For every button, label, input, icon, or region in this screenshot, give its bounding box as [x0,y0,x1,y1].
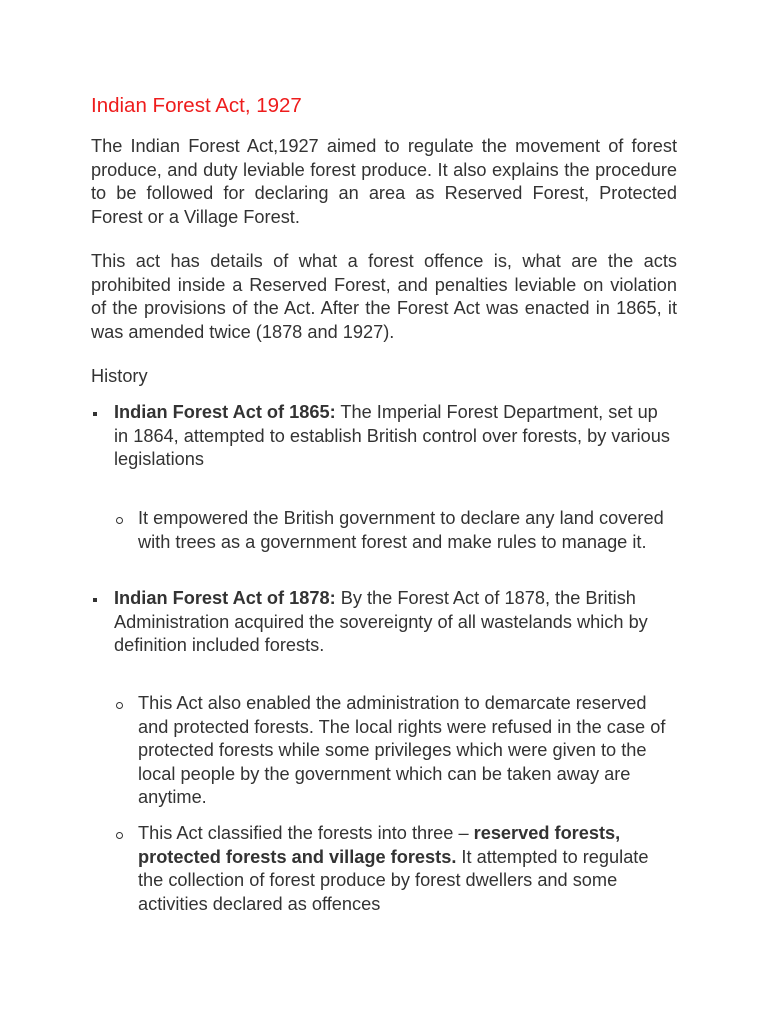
list-item-label: Indian Forest Act of 1878: [114,588,336,608]
sub-list-item-emphasis: reserved forests, protected forests and village forests. [138,823,621,867]
circle-bullet-icon [116,517,123,524]
sub-list-item [138,822,678,916]
square-bullet-icon [93,598,97,602]
details-paragraph: This act has details of what a forest offence is, what are the acts prohibited inside a Reserved Forest, and penalties leviable on violation of the provisions of the Act. After the Forest Act was enacted in 1865, it was amended twice (1878 and 1927). [91,251,677,342]
history-heading: History [91,366,148,386]
list-item-1865 [114,401,674,472]
circle-bullet-icon [116,832,123,839]
square-bullet-icon [93,412,97,416]
sub-list-item-text: It attempted to regulate the collection of forest produce by forest dwellers and some activities declared as offences [138,846,649,914]
list-item-text: The Imperial Forest Department, set up in 1864, attempted to establish British control over forests, by various legislations [114,402,671,470]
circle-bullet-icon [116,702,123,709]
list-item-1878 [114,587,674,658]
intro-paragraph: The Indian Forest Act,1927 aimed to regulate the movement of forest produce, and duty leviable forest produce. It also explains the procedure to be followed for declaring an area as Reserved Forest, Protected Forest or a Village Forest. [91,136,677,227]
document-title: Indian Forest Act, 1927 [91,94,302,117]
sub-list-item: It empowered the British government to declare any land covered with trees as a government forest and make rules to manage it. [138,508,664,552]
list-item-label: Indian Forest Act of 1865: [114,402,336,422]
sub-list-item-text: This Act classified the forests into three – [138,823,474,843]
list-item-text: By the Forest Act of 1878, the British Administration acquired the sovereignty of all wastelands which by definition included forests. [114,588,648,656]
sub-list-item: This Act also enabled the administration to demarcate reserved and protected forests. The local rights were refused in the case of protected forests while some privileges which were given to the local people by the government which can be taken away are anytime. [138,693,666,808]
